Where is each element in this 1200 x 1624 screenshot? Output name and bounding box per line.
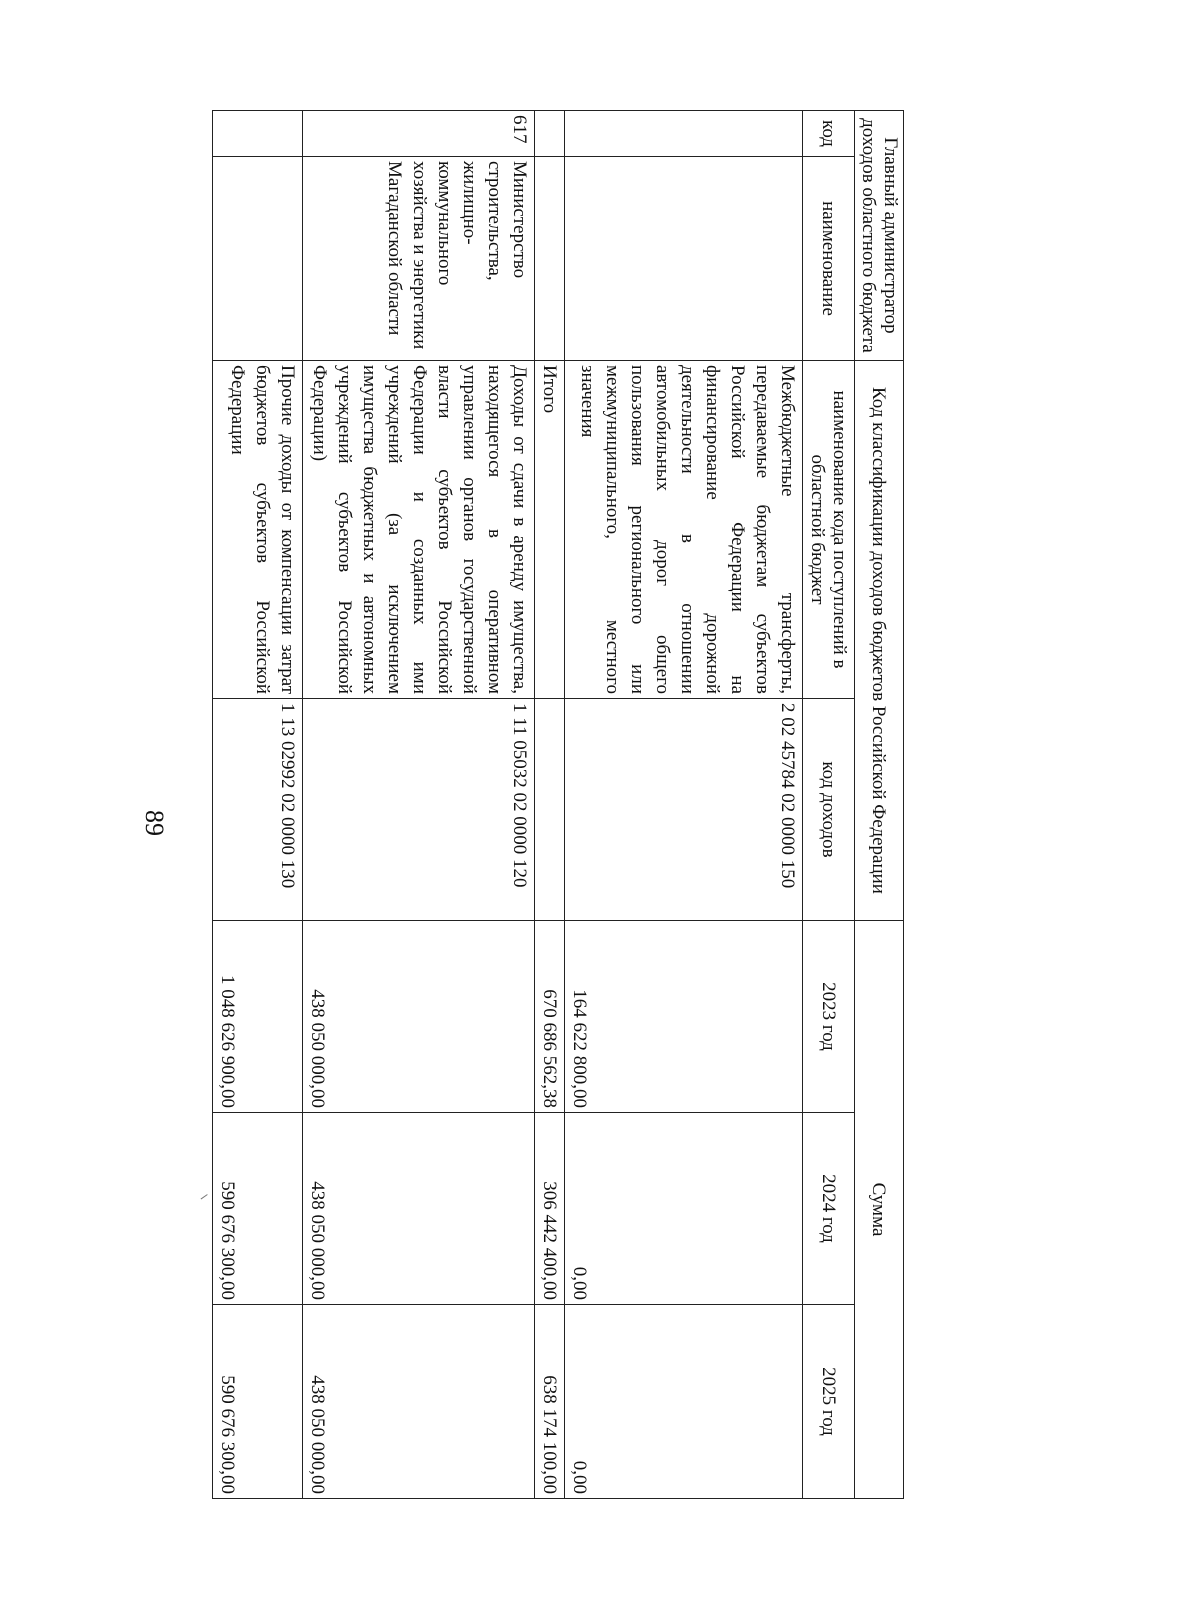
row-income-code <box>535 699 565 921</box>
header-row-groups <box>855 111 904 1499</box>
table-row <box>565 111 803 1499</box>
row-value-2023: 164 622 800,00 <box>565 921 803 1113</box>
row-income-name: Доходы от сдачи в аренду имущества, находящегося в оперативном управлении органов государственной власти субъектов Российской Федерации и созданных ими учреждений (за исключением имущества бюджетных и автономных учреждений субъектов Российской Федерации) <box>303 361 535 699</box>
col-kod-header: код <box>803 111 855 157</box>
row-value-2023: 1 048 626 900,00 <box>213 921 303 1113</box>
classification-group-header: Код классификации доходов бюджетов Российской Федерации <box>855 361 904 921</box>
admin-group-header: Главный администратор доходов областного бюджета <box>855 111 904 361</box>
row-kod: 617 <box>303 111 535 157</box>
row-income-name: Межбюджетные трансферты, передаваемые бюджетам субъектов Российской Федерации на финансирование дорожной деятельности в отношении автомобильных дорог общего пользования регионального или межмуниципального, местного значения <box>565 361 803 699</box>
revenue-table <box>212 110 904 1499</box>
row-value-2024: 0,00 <box>565 1113 803 1305</box>
row-value-2023: 438 050 000,00 <box>303 921 535 1113</box>
col-2025-header: 2025 год <box>803 1305 855 1499</box>
row-value-2025: 0,00 <box>565 1305 803 1499</box>
row-kod <box>565 111 803 157</box>
rotated-table-frame <box>216 110 904 1498</box>
sum-group-header: Сумма <box>855 921 904 1499</box>
row-value-2024: 590 676 300,00 <box>213 1113 303 1305</box>
col-2024-header: 2024 год <box>803 1113 855 1305</box>
page-number: 89 <box>140 810 169 836</box>
scan-mark <box>201 1194 210 1202</box>
row-income-code: 2 02 45784 02 0000 150 <box>565 699 803 921</box>
row-admin-name <box>213 157 303 361</box>
row-income-name: Прочие доходы от компенсации затрат бюджетов субъектов Российской Федерации <box>213 361 303 699</box>
row-admin-name <box>565 157 803 361</box>
total-value-2025: 638 174 100,00 <box>535 1305 565 1499</box>
col-income-name-header: наименование кода поступлений в областной бюджет <box>803 361 855 699</box>
row-income-code: 1 13 02992 02 0000 130 <box>213 699 303 921</box>
col-income-code-header: код доходов <box>803 699 855 921</box>
total-label: Итого <box>535 361 565 699</box>
row-value-2024: 438 050 000,00 <box>303 1113 535 1305</box>
row-value-2025: 590 676 300,00 <box>213 1305 303 1499</box>
row-income-code: 1 11 05032 02 0000 120 <box>303 699 535 921</box>
table-row <box>303 111 535 1499</box>
row-admin-name <box>535 157 565 361</box>
table-row <box>213 111 303 1499</box>
row-value-2025: 438 050 000,00 <box>303 1305 535 1499</box>
table-row-total <box>535 111 565 1499</box>
col-2023-header: 2023 год <box>803 921 855 1113</box>
col-name-header: наименование <box>803 157 855 361</box>
total-value-2023: 670 686 562,38 <box>535 921 565 1113</box>
header-row-columns <box>803 111 855 1499</box>
row-kod <box>213 111 303 157</box>
row-kod <box>535 111 565 157</box>
row-admin-name: Министерство строительства, жилищно-коммунального хозяйства и энергетики Магаданской области <box>303 157 535 361</box>
total-value-2024: 306 442 400,00 <box>535 1113 565 1305</box>
